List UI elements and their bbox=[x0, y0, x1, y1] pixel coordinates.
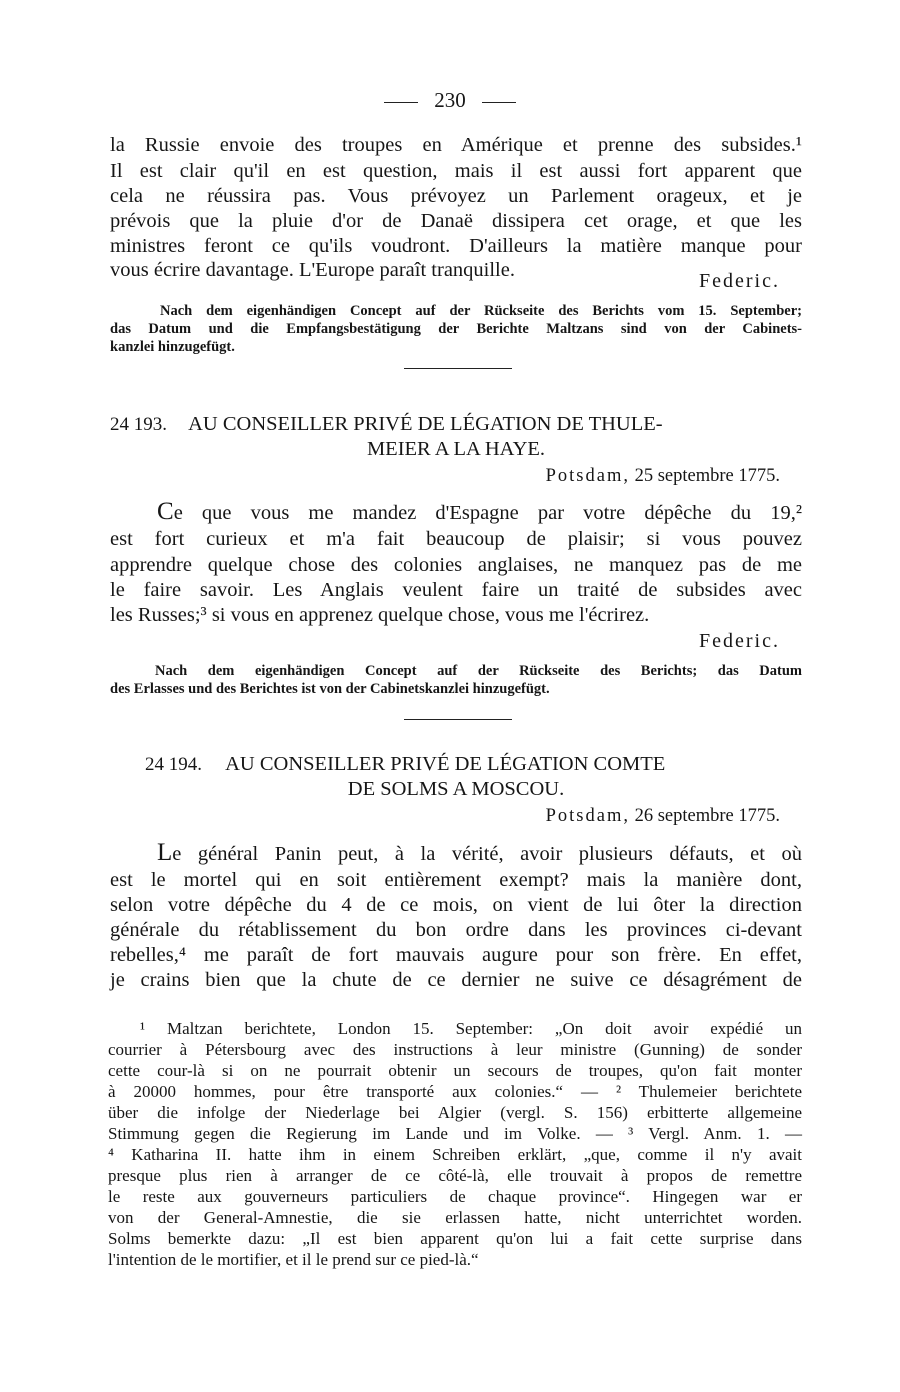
body-line: prévois que la pluie d'or de Danaë dissipera cet orage, et que les bbox=[110, 210, 802, 232]
body-line: le faire savoir. Les Anglais veulent faire un traité de subsides avec bbox=[110, 579, 802, 601]
editorial-note-line: das Datum und die Empfangsbestätigung der Berichte Maltzans sind von der Cabinets- bbox=[110, 321, 802, 337]
body-line: selon votre dépêche du 4 de ce mois, on vient de lui ôter la direction bbox=[110, 894, 802, 916]
body-line: rebelles,⁴ me paraît de fort mauvais augure pour son frère. En effet, bbox=[110, 944, 802, 966]
body-line: Il est clair qu'il en est question, mais il est aussi fort apparent que bbox=[110, 160, 802, 182]
signature: Federic. bbox=[699, 270, 780, 292]
body-line: les Russes;³ si vous en apprenez quelque chose, vous me l'écrirez. bbox=[110, 604, 650, 626]
body-line: je crains bien que la chute de ce dernier ne suive ce désagrément de bbox=[110, 969, 802, 991]
body-line: ministres feront ce qu'ils voudront. D'ailleurs la matière manque pour bbox=[110, 235, 802, 257]
letter-heading-line2: DE SOLMS A MOSCOU. bbox=[347, 778, 565, 800]
body-line: générale du rétablissement du bon ordre dans les provinces ci-devant bbox=[110, 919, 802, 941]
body-line-text: e que vous me mandez d'Espagne par votre dépêche du 19,² bbox=[173, 502, 802, 524]
footnote-line: à 20000 hommes, pour être transporté aux colonies.“ — ² Thulemeier berichtete bbox=[108, 1082, 802, 1101]
footnote-line: Solms bemerkte dazu: „Il est bien apparent qu'on lui a fait cette surprise dans bbox=[108, 1229, 802, 1248]
letter-heading-line2: MEIER A LA HAYE. bbox=[366, 438, 546, 460]
dateline-place: Potsdam, bbox=[545, 466, 630, 486]
editorial-note-line: Nach dem eigenhändigen Concept auf der Rückseite des Berichts; das Datum bbox=[155, 663, 802, 679]
footnote-line: Stimmung gegen die Regierung im Lande und im Volke. — ³ Vergl. Anm. 1. — bbox=[108, 1124, 802, 1143]
letter-number: 24 193. bbox=[110, 414, 167, 435]
letter-heading bbox=[145, 751, 802, 778]
letter-number: 24 194. bbox=[145, 754, 202, 775]
footnote-line: ¹ Maltzan berichtete, London 15. September: „On doit avoir expédié un bbox=[140, 1019, 802, 1038]
dateline-place: Potsdam, bbox=[545, 806, 630, 826]
page-number-text: 230 bbox=[434, 88, 466, 112]
editorial-note-line: Nach dem eigenhändigen Concept auf der Rückseite des Berichts vom 15. September; bbox=[160, 303, 802, 319]
body-line-first bbox=[157, 499, 802, 525]
initial-letter: L bbox=[157, 839, 173, 866]
footnote-line: l'intention de le mortifier, et il le prend sur ce pied-là.“ bbox=[108, 1250, 479, 1269]
initial-letter: C bbox=[157, 498, 174, 525]
footnote-line: le reste aux gouverneurs particuliers de chaque province“. Hingegen war er bbox=[108, 1187, 802, 1206]
section-divider bbox=[404, 719, 512, 720]
footnote-line: courrier à Pétersbourg avec des instructions à leur ministre (Gunning) de sonder bbox=[108, 1040, 802, 1059]
page-number bbox=[0, 88, 900, 113]
letter-heading-line1: AU CONSEILLER PRIVÉ DE LÉGATION DE THULE- bbox=[188, 413, 663, 435]
body-line: vous écrire davantage. L'Europe paraît tranquille. bbox=[110, 259, 515, 281]
editorial-note-line: des Erlasses und des Berichtes ist von der Cabinetskanzlei hinzugefügt. bbox=[110, 681, 550, 697]
dateline-date: 26 septembre 1775. bbox=[634, 806, 780, 826]
body-line: apprendre quelque chose des colonies anglaises, ne manquez pas de me bbox=[110, 554, 802, 576]
body-line: est le mortel qui en soit entièrement exempt? mais la manière dont, bbox=[110, 869, 802, 891]
signature: Federic. bbox=[699, 630, 780, 652]
body-line-text: e général Panin peut, à la vérité, avoir plusieurs défauts, et où bbox=[172, 843, 802, 865]
body-line: la Russie envoie des troupes en Amérique et prenne des subsides.¹ bbox=[110, 134, 802, 156]
footnote-line: von der General-Amnestie, die sie erlassen hatte, nicht unterrichtet worden. bbox=[108, 1208, 802, 1227]
editorial-note-line: kanzlei hinzugefügt. bbox=[110, 339, 235, 355]
page-number-dash-right bbox=[482, 102, 516, 103]
letter-heading bbox=[110, 411, 802, 438]
dateline bbox=[546, 466, 780, 487]
body-line: est fort curieux et m'a fait beaucoup de plaisir; si vous pouvez bbox=[110, 528, 802, 550]
page-number-dash-left bbox=[384, 102, 418, 103]
dateline-date: 25 septembre 1775. bbox=[634, 466, 780, 486]
section-divider bbox=[404, 368, 512, 369]
letter-heading-line1: AU CONSEILLER PRIVÉ DE LÉGATION COMTE bbox=[225, 753, 666, 775]
dateline bbox=[546, 806, 780, 827]
body-line-first bbox=[157, 840, 802, 866]
footnote-line: presque plus rien à arranger de ce côté-là, elle trouvait à propos de remettre bbox=[108, 1166, 802, 1185]
footnote-line: ⁴ Katharina II. hatte ihm in einem Schreiben erklärt, „que, comme il n'y avait bbox=[108, 1145, 802, 1164]
footnote-line: cette cour-là si on ne pourrait obtenir un secours de troupes, qu'on fait monter bbox=[108, 1061, 802, 1080]
footnote-line: über die infolge der Niederlage bei Algier (vergl. S. 156) erbitterte allgemeine bbox=[108, 1103, 802, 1122]
body-line: cela ne réussira pas. Vous prévoyez un Parlement orageux, et je bbox=[110, 185, 802, 207]
